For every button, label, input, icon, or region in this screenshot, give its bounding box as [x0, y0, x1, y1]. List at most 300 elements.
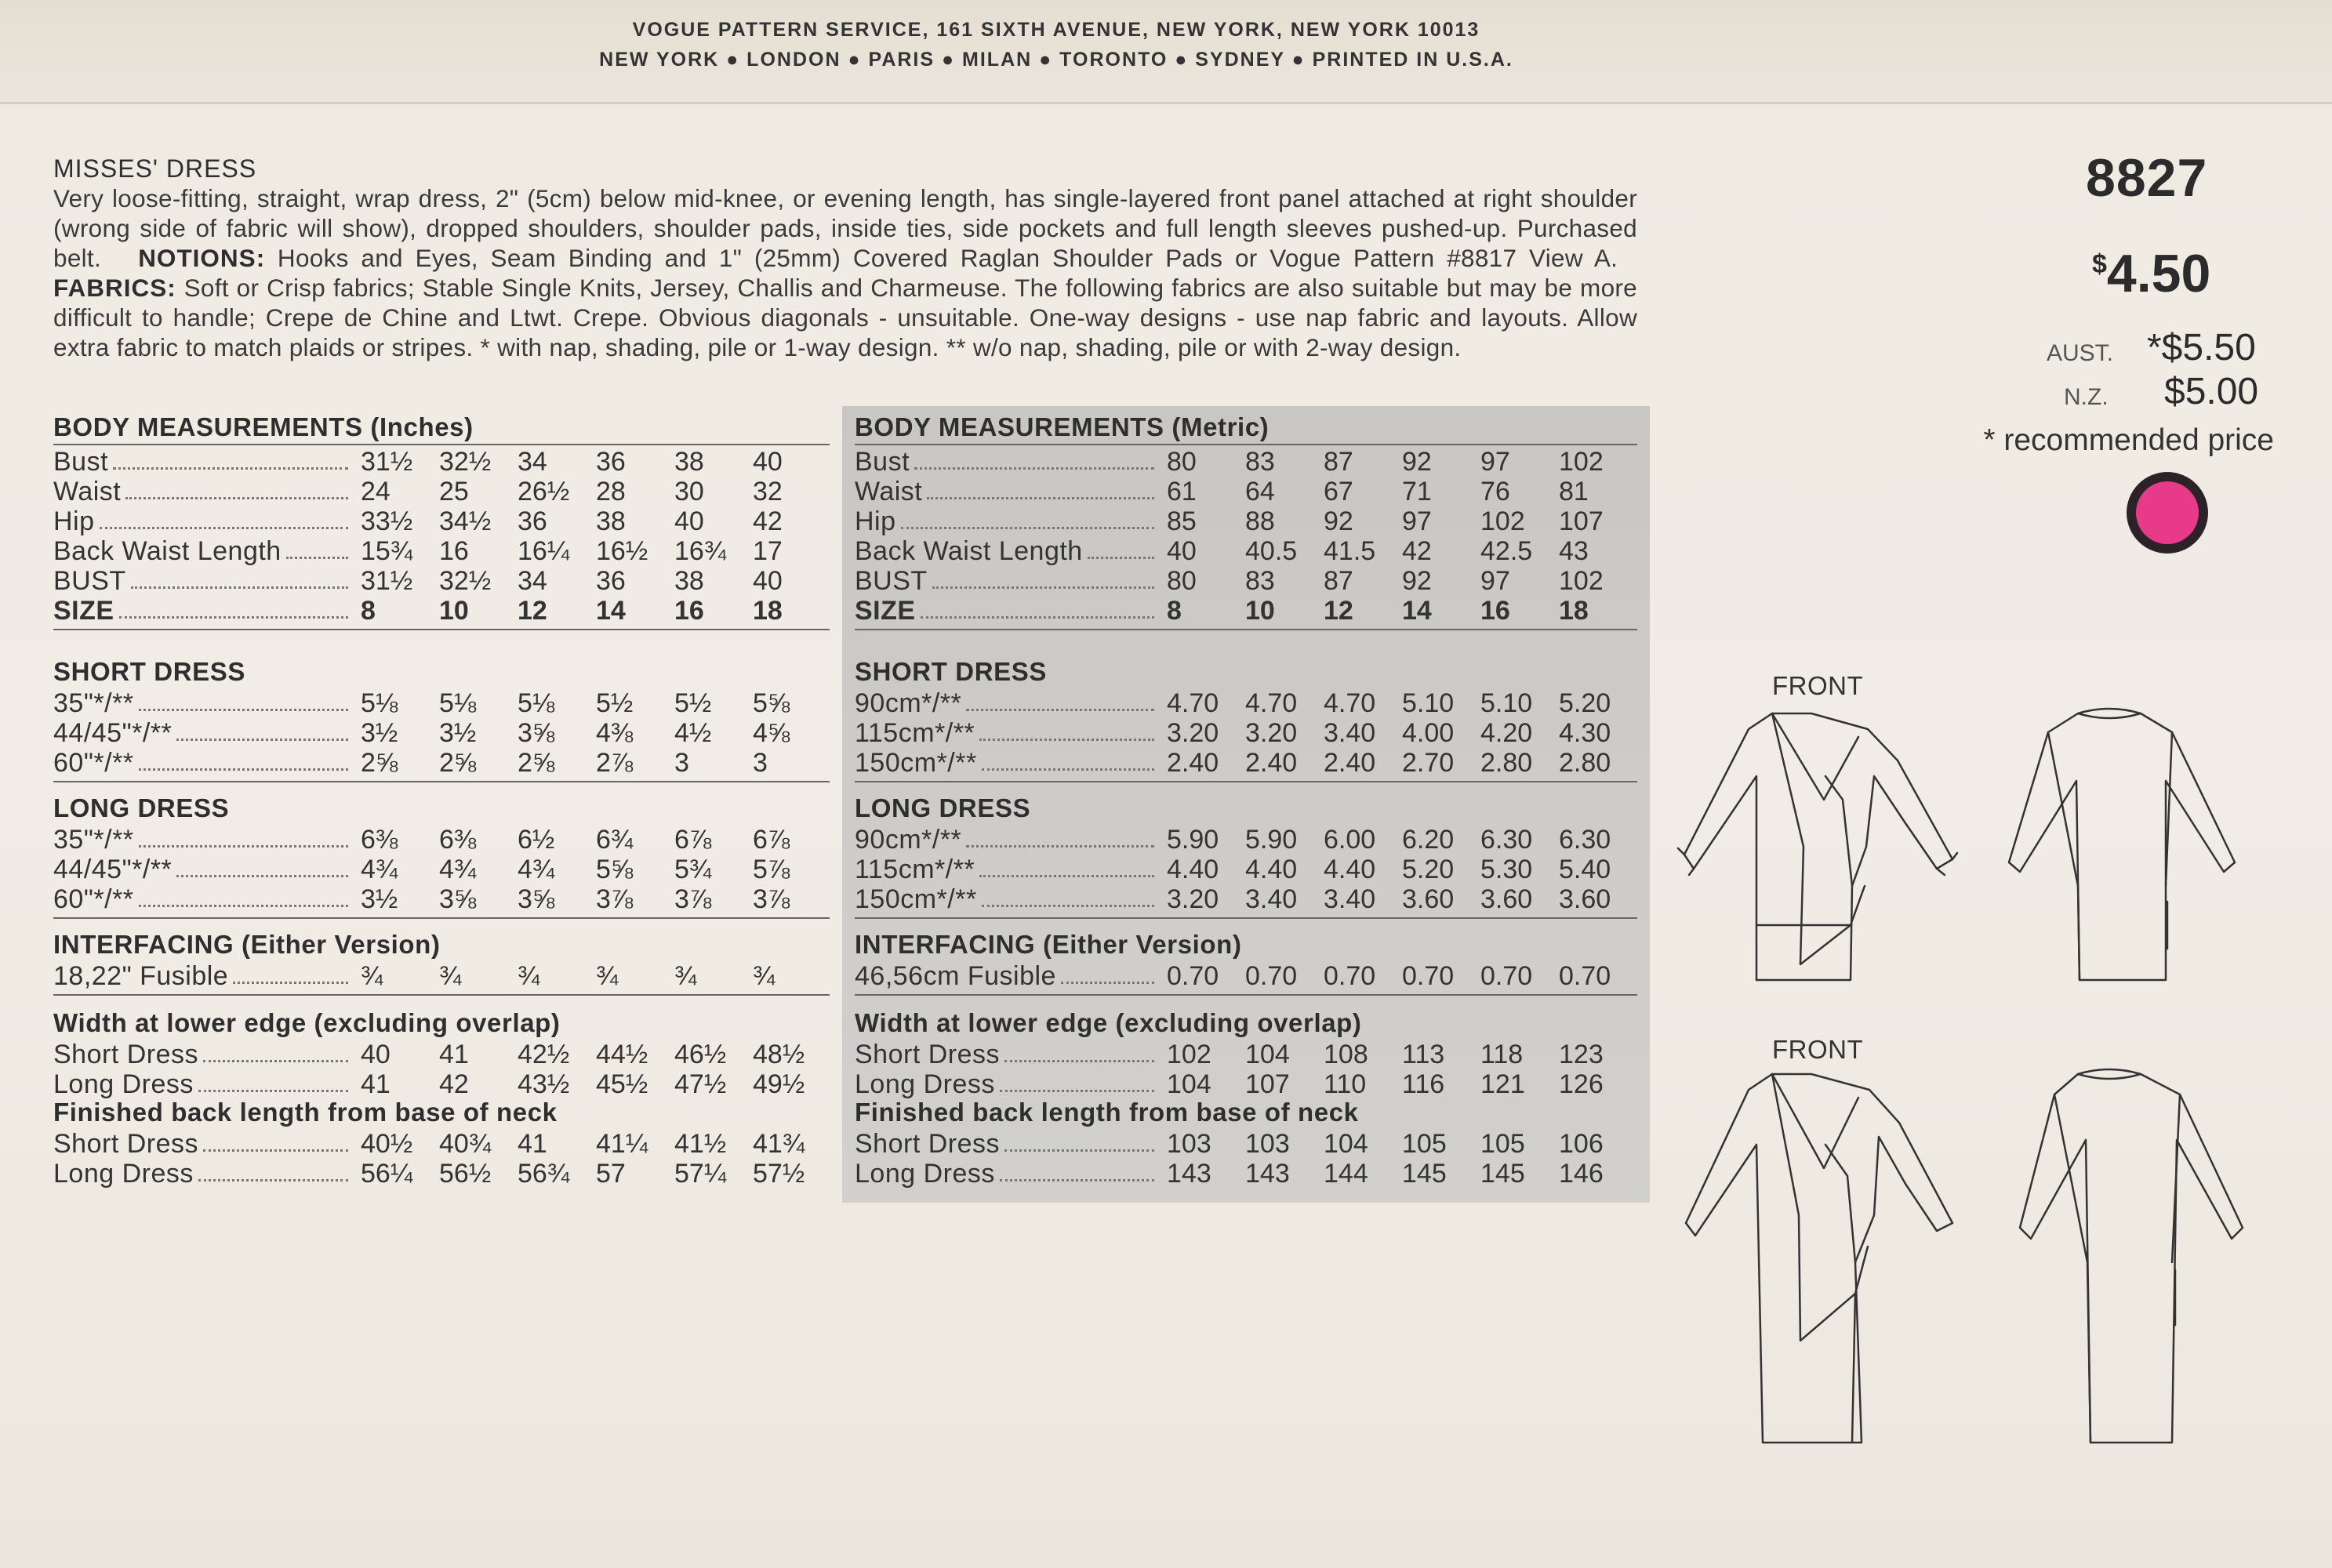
value-cell: 34 — [518, 566, 547, 596]
metric-body-row — [855, 477, 1637, 506]
value-cell: 103 — [1167, 1129, 1211, 1159]
value-cell: 61 — [1167, 477, 1197, 506]
value-cell: 6.30 — [1480, 825, 1533, 855]
metric-back-row — [855, 1159, 1637, 1189]
value-cell: 42 — [1402, 536, 1432, 566]
row-label: Back Waist Length — [855, 536, 1083, 566]
metric-short-row — [855, 748, 1637, 778]
value-cell: 12 — [518, 596, 547, 626]
value-cell: 41½ — [674, 1129, 727, 1159]
value-cell: 146 — [1559, 1159, 1604, 1189]
value-cell: 57¼ — [674, 1159, 727, 1189]
value-cell: 41 — [439, 1040, 469, 1069]
leader-dots — [979, 855, 1154, 877]
inches-body-row — [53, 506, 830, 536]
value-cell: 5⅛ — [361, 688, 398, 718]
value-cell: 46½ — [674, 1040, 727, 1069]
value-cell: 2.70 — [1402, 748, 1455, 778]
leader-dots — [198, 1159, 348, 1181]
metric-body-title: BODY MEASUREMENTS (Metric) — [855, 412, 1270, 441]
inches-long-row — [53, 825, 830, 855]
leader-dots — [139, 688, 348, 711]
leader-dots — [203, 1040, 348, 1062]
value-cell: 80 — [1167, 447, 1197, 477]
front-label-long: FRONT — [1772, 1035, 1864, 1064]
value-cell: 10 — [439, 596, 469, 626]
value-cell: 25 — [439, 477, 469, 506]
inches-table — [53, 412, 830, 1196]
value-cell: 108 — [1324, 1040, 1368, 1069]
value-cell: 0.70 — [1245, 961, 1298, 991]
value-cell: 32½ — [439, 566, 492, 596]
value-cell: 8 — [1167, 596, 1182, 626]
row-label: 115cm*/** — [855, 855, 975, 884]
value-cell: 45½ — [596, 1069, 648, 1099]
metric-interfacing-title: INTERFACING (Either Version) — [855, 930, 1242, 959]
value-cell: 5¾ — [674, 855, 712, 884]
aust-price: *$5.50 — [2147, 327, 2256, 368]
inches-width-row — [53, 1040, 830, 1069]
leader-dots — [1004, 1129, 1154, 1152]
value-cell: 64 — [1245, 477, 1275, 506]
value-cell: ¾ — [439, 961, 462, 991]
value-cell: 16 — [439, 536, 469, 566]
value-cell: 41¼ — [596, 1129, 648, 1159]
inches-short-row — [53, 748, 830, 778]
value-cell: 15¾ — [361, 536, 413, 566]
metric-body-row — [855, 596, 1637, 626]
row-label: SIZE — [53, 596, 114, 626]
inches-rule — [53, 917, 830, 919]
leader-dots — [286, 536, 348, 559]
value-cell: 83 — [1245, 566, 1275, 596]
pattern-number: 8827 — [2086, 148, 2208, 208]
color-dot — [2127, 472, 2208, 554]
inches-rule — [53, 444, 830, 445]
value-cell: 40 — [361, 1040, 390, 1069]
value-cell: 116 — [1402, 1069, 1445, 1099]
value-cell: 33½ — [361, 506, 413, 536]
metric-rule — [855, 444, 1637, 445]
row-label: Long Dress — [855, 1159, 995, 1189]
value-cell: 6⅜ — [439, 825, 477, 855]
leader-dots — [966, 688, 1154, 711]
value-cell: 4.40 — [1167, 855, 1219, 884]
value-cell: 16¼ — [518, 536, 570, 566]
row-label: Waist — [855, 477, 923, 506]
value-cell: 44½ — [596, 1040, 648, 1069]
leader-dots — [176, 718, 348, 741]
leader-dots — [113, 447, 348, 470]
value-cell: 6½ — [518, 825, 555, 855]
front-label-short: FRONT — [1772, 671, 1864, 700]
short-dress-back-drawing — [2009, 709, 2235, 980]
value-cell: 3½ — [361, 718, 398, 748]
metric-short-row — [855, 688, 1637, 718]
inches-short-title: SHORT DRESS — [53, 657, 245, 686]
leader-dots — [203, 1129, 348, 1152]
metric-body-row — [855, 447, 1637, 477]
value-cell: 17 — [753, 536, 783, 566]
value-cell: 43½ — [518, 1069, 570, 1099]
leader-dots — [125, 477, 348, 499]
pattern-description — [53, 154, 1637, 362]
value-cell: 102 — [1480, 506, 1525, 536]
value-cell: 36 — [596, 566, 626, 596]
row-label: Hip — [53, 506, 95, 536]
leader-dots — [901, 506, 1154, 529]
pattern-title: MISSES' DRESS — [53, 154, 257, 183]
value-cell: 38 — [596, 506, 626, 536]
value-cell: 2⅝ — [518, 748, 555, 778]
inches-body-row — [53, 536, 830, 566]
metric-long-row — [855, 884, 1637, 914]
value-cell: 40.5 — [1245, 536, 1298, 566]
leader-dots — [119, 596, 348, 619]
leader-dots — [921, 596, 1154, 619]
inches-long-row — [53, 855, 830, 884]
row-label: 35"*/** — [53, 825, 134, 855]
value-cell: 36 — [518, 506, 547, 536]
long-dress-back-drawing — [2020, 1069, 2243, 1443]
value-cell: 6⅞ — [674, 825, 712, 855]
value-cell: 5⅝ — [753, 688, 790, 718]
value-cell: 49½ — [753, 1069, 805, 1099]
value-cell: 6.20 — [1402, 825, 1455, 855]
metric-width-row — [855, 1069, 1637, 1099]
inches-body-title: BODY MEASUREMENTS (Inches) — [53, 412, 474, 441]
value-cell: 16¾ — [674, 536, 727, 566]
row-label: Short Dress — [53, 1040, 198, 1069]
inches-short-row — [53, 718, 830, 748]
value-cell: 81 — [1559, 477, 1589, 506]
value-cell: 10 — [1245, 596, 1275, 626]
value-cell: 104 — [1245, 1040, 1290, 1069]
row-label: BUST — [855, 566, 928, 596]
value-cell: 3⅞ — [753, 884, 790, 914]
inches-interfacing-row — [53, 961, 830, 991]
value-cell: 26½ — [518, 477, 570, 506]
value-cell: 2⅝ — [439, 748, 477, 778]
inches-width-row — [53, 1069, 830, 1099]
row-label: Hip — [855, 506, 896, 536]
inches-long-row — [53, 884, 830, 914]
value-cell: 143 — [1245, 1159, 1290, 1189]
value-cell: 106 — [1559, 1129, 1604, 1159]
leader-dots — [233, 961, 348, 984]
value-cell: 5⅛ — [439, 688, 477, 718]
value-cell: 34 — [518, 447, 547, 477]
value-cell: 102 — [1559, 566, 1604, 596]
value-cell: 2.80 — [1559, 748, 1611, 778]
value-cell: 16 — [674, 596, 704, 626]
metric-rule — [855, 781, 1637, 782]
value-cell: 57 — [596, 1159, 626, 1189]
fabrics-label: FABRICS: — [53, 274, 176, 302]
garment-illustrations — [1670, 666, 2282, 1466]
value-cell: 41¾ — [753, 1129, 805, 1159]
value-cell: 32 — [753, 477, 783, 506]
notions-text: Hooks and Eyes, Seam Binding and 1" (25mm) Covered Raglan Shoulder Pads or Vogue Pattern #8817 View A. — [277, 244, 1618, 272]
value-cell: 6.00 — [1324, 825, 1376, 855]
value-cell: 4¾ — [439, 855, 477, 884]
inches-rule — [53, 629, 830, 630]
leader-dots — [176, 855, 348, 877]
value-cell: 5⅞ — [753, 855, 790, 884]
row-label: 35"*/** — [53, 688, 134, 718]
value-cell: 118 — [1480, 1040, 1524, 1069]
value-cell: 30 — [674, 477, 704, 506]
nz-price: $5.00 — [2164, 371, 2259, 412]
row-label: Long Dress — [855, 1069, 995, 1099]
row-label: 115cm*/** — [855, 718, 975, 748]
value-cell: 41 — [361, 1069, 390, 1099]
metric-width-title: Width at lower edge (excluding overlap) — [855, 1008, 1362, 1037]
value-cell: 145 — [1402, 1159, 1447, 1189]
value-cell: 4.70 — [1245, 688, 1298, 718]
long-dress-front-drawing — [1686, 1074, 1952, 1443]
row-label: 18,22" Fusible — [53, 961, 229, 991]
value-cell: 3.20 — [1167, 718, 1219, 748]
publisher-address: VOGUE PATTERN SERVICE, 161 SIXTH AVENUE, NEW YORK, NEW YORK 10013 — [632, 19, 1480, 41]
value-cell: 48½ — [753, 1040, 805, 1069]
metric-rule — [855, 994, 1637, 996]
value-cell: 5.20 — [1559, 688, 1611, 718]
row-label: Waist — [53, 477, 122, 506]
value-cell: 56¼ — [361, 1159, 413, 1189]
value-cell: 104 — [1324, 1129, 1368, 1159]
dress-drawings — [1670, 666, 2282, 1466]
value-cell: 5½ — [674, 688, 712, 718]
value-cell: 97 — [1480, 447, 1510, 477]
value-cell: 4.30 — [1559, 718, 1611, 748]
recommended-price-note: * recommended price — [1983, 423, 2274, 457]
value-cell: 102 — [1167, 1040, 1211, 1069]
value-cell: 5½ — [596, 688, 634, 718]
inches-body-row — [53, 447, 830, 477]
row-label: Short Dress — [53, 1129, 198, 1159]
value-cell: 121 — [1480, 1069, 1525, 1099]
value-cell: 80 — [1167, 566, 1197, 596]
value-cell: 5.30 — [1480, 855, 1533, 884]
value-cell: 123 — [1559, 1040, 1604, 1069]
value-cell: 40 — [753, 447, 783, 477]
value-cell: 145 — [1480, 1159, 1525, 1189]
description-body — [53, 183, 1637, 362]
value-cell: 42½ — [518, 1040, 570, 1069]
value-cell: 2⅝ — [361, 748, 398, 778]
value-cell: 3⅝ — [518, 884, 555, 914]
inches-body-row — [53, 477, 830, 506]
value-cell: 40¾ — [439, 1129, 492, 1159]
description-text: Very loose-fitting, straight, wrap dress, 2" (5cm) below mid-knee, or evening length, has single-layered front panel attached at right shoulder (wrong side of fabric will show), dropped shoulders, shoulder pads, inside ties, side pockets and full length sleeves pushed-up. Purchased belt. — [53, 184, 1637, 272]
price — [2092, 243, 2210, 304]
value-cell: 24 — [361, 477, 390, 506]
row-label: SIZE — [855, 596, 916, 626]
value-cell: 83 — [1245, 447, 1275, 477]
value-cell: 3⅞ — [596, 884, 634, 914]
row-label: 44/45"*/** — [53, 718, 173, 748]
value-cell: 92 — [1402, 447, 1432, 477]
value-cell: 4.00 — [1402, 718, 1455, 748]
value-cell: 104 — [1167, 1069, 1211, 1099]
row-label: 90cm*/** — [855, 688, 962, 718]
value-cell: 3.60 — [1559, 884, 1611, 914]
value-cell: 3 — [753, 748, 768, 778]
value-cell: 3.60 — [1402, 884, 1455, 914]
value-cell: 6⅜ — [361, 825, 398, 855]
value-cell: 3⅝ — [518, 718, 555, 748]
value-cell: 97 — [1480, 566, 1510, 596]
row-label: Short Dress — [855, 1040, 1000, 1069]
value-cell: 42.5 — [1480, 536, 1533, 566]
value-cell: 110 — [1324, 1069, 1367, 1099]
leader-dots — [1061, 961, 1154, 984]
row-label: 46,56cm Fusible — [855, 961, 1056, 991]
inches-body-row — [53, 596, 830, 626]
row-label: 44/45"*/** — [53, 855, 173, 884]
value-cell: 92 — [1324, 506, 1353, 536]
value-cell: 76 — [1480, 477, 1510, 506]
value-cell: 12 — [1324, 596, 1353, 626]
value-cell: 3.40 — [1324, 884, 1376, 914]
value-cell: 2⅞ — [596, 748, 634, 778]
value-cell: 143 — [1167, 1159, 1211, 1189]
row-label: BUST — [53, 566, 126, 596]
value-cell: ¾ — [674, 961, 697, 991]
aust-label: AUST. — [2047, 340, 2114, 366]
value-cell: 18 — [753, 596, 783, 626]
value-cell: 87 — [1324, 566, 1353, 596]
value-cell: 105 — [1480, 1129, 1525, 1159]
value-cell: ¾ — [596, 961, 619, 991]
metric-rule — [855, 917, 1637, 919]
value-cell: 5.90 — [1167, 825, 1219, 855]
row-label: Bust — [53, 447, 109, 477]
inches-back-row — [53, 1159, 830, 1189]
value-cell: 42 — [439, 1069, 469, 1099]
value-cell: 36 — [596, 447, 626, 477]
value-cell: 88 — [1245, 506, 1275, 536]
value-cell: 107 — [1559, 506, 1604, 536]
row-label: Bust — [855, 447, 910, 477]
value-cell: 4.40 — [1324, 855, 1376, 884]
value-cell: 2.40 — [1167, 748, 1219, 778]
value-cell: 4.20 — [1480, 718, 1533, 748]
inches-width-title: Width at lower edge (excluding overlap) — [53, 1008, 561, 1037]
value-cell: 5.40 — [1559, 855, 1611, 884]
metric-long-row — [855, 855, 1637, 884]
leader-dots — [139, 825, 348, 848]
value-cell: 3⅞ — [674, 884, 712, 914]
value-cell: 0.70 — [1324, 961, 1376, 991]
value-cell: 6⅞ — [753, 825, 790, 855]
value-cell: 87 — [1324, 447, 1353, 477]
value-cell: 5.10 — [1480, 688, 1533, 718]
value-cell: 5⅝ — [596, 855, 634, 884]
value-cell: 3.40 — [1324, 718, 1376, 748]
value-cell: 67 — [1324, 477, 1353, 506]
leader-dots — [1000, 1069, 1154, 1092]
value-cell: 40½ — [361, 1129, 413, 1159]
value-cell: 4.40 — [1245, 855, 1298, 884]
value-cell: 8 — [361, 596, 376, 626]
row-label: 60"*/** — [53, 884, 134, 914]
metric-interfacing-row — [855, 961, 1637, 991]
value-cell: 4¾ — [361, 855, 398, 884]
value-cell: 5.10 — [1402, 688, 1455, 718]
value-cell: 0.70 — [1480, 961, 1533, 991]
row-label: Short Dress — [855, 1129, 1000, 1159]
value-cell: 40 — [753, 566, 783, 596]
metric-body-row — [855, 506, 1637, 536]
inches-rule — [53, 994, 830, 996]
metric-body-row — [855, 566, 1637, 596]
value-cell: 3.40 — [1245, 884, 1298, 914]
value-cell: 47½ — [674, 1069, 727, 1099]
value-cell: 41 — [518, 1129, 547, 1159]
value-cell: 113 — [1402, 1040, 1445, 1069]
metric-short-title: SHORT DRESS — [855, 657, 1047, 686]
leader-dots — [139, 748, 348, 771]
value-cell: 0.70 — [1559, 961, 1611, 991]
leader-dots — [198, 1069, 348, 1092]
value-cell: 4⅝ — [753, 718, 790, 748]
inches-long-title: LONG DRESS — [53, 793, 230, 822]
value-cell: 2.40 — [1324, 748, 1376, 778]
value-cell: 2.80 — [1480, 748, 1533, 778]
leader-dots — [966, 825, 1154, 848]
leader-dots — [979, 718, 1154, 741]
value-cell: 103 — [1245, 1129, 1290, 1159]
value-cell: 71 — [1402, 477, 1432, 506]
value-cell: 85 — [1167, 506, 1197, 536]
value-cell: 97 — [1402, 506, 1432, 536]
value-cell: 126 — [1559, 1069, 1604, 1099]
value-cell: 4¾ — [518, 855, 555, 884]
value-cell: ¾ — [518, 961, 540, 991]
value-cell: 3⅝ — [439, 884, 477, 914]
price-currency: $ — [2092, 249, 2107, 279]
inches-body-row — [53, 566, 830, 596]
leader-dots — [131, 566, 348, 589]
value-cell: 57½ — [753, 1159, 805, 1189]
value-cell: 40 — [1167, 536, 1197, 566]
leader-dots — [1000, 1159, 1154, 1181]
inches-short-row — [53, 688, 830, 718]
leader-dots — [1004, 1040, 1154, 1062]
fabrics-text: Soft or Crisp fabrics; Stable Single Knits, Jersey, Challis and Charmeuse. The following fabrics are also suitable but may be more difficult to handle; Crepe de Chine and Ltwt. Crepe. Obvious diagonals - unsuitable. One-way designs - use nap fabric and layouts. Allow extra fabric to match plaids or stripes. * with nap, shading, pile or 1-way design. ** w/o nap, shading, pile or with 2-way design. — [53, 274, 1637, 361]
value-cell: 3.20 — [1245, 718, 1298, 748]
leader-dots — [914, 447, 1154, 470]
price-value: 4.50 — [2106, 244, 2211, 303]
notions-label: NOTIONS: — [138, 244, 266, 272]
value-cell: 38 — [674, 566, 704, 596]
value-cell: 3.60 — [1480, 884, 1533, 914]
value-cell: 56¾ — [518, 1159, 570, 1189]
value-cell: 31½ — [361, 566, 413, 596]
value-cell: 31½ — [361, 447, 413, 477]
value-cell: 107 — [1245, 1069, 1290, 1099]
value-cell: 105 — [1402, 1129, 1447, 1159]
metric-back-title: Finished back length from base of neck — [855, 1098, 1359, 1127]
value-cell: 18 — [1559, 596, 1589, 626]
value-cell: 0.70 — [1167, 961, 1219, 991]
metric-rule — [855, 629, 1637, 630]
value-cell: 42 — [753, 506, 783, 536]
leader-dots — [100, 506, 348, 529]
value-cell: 0.70 — [1402, 961, 1455, 991]
